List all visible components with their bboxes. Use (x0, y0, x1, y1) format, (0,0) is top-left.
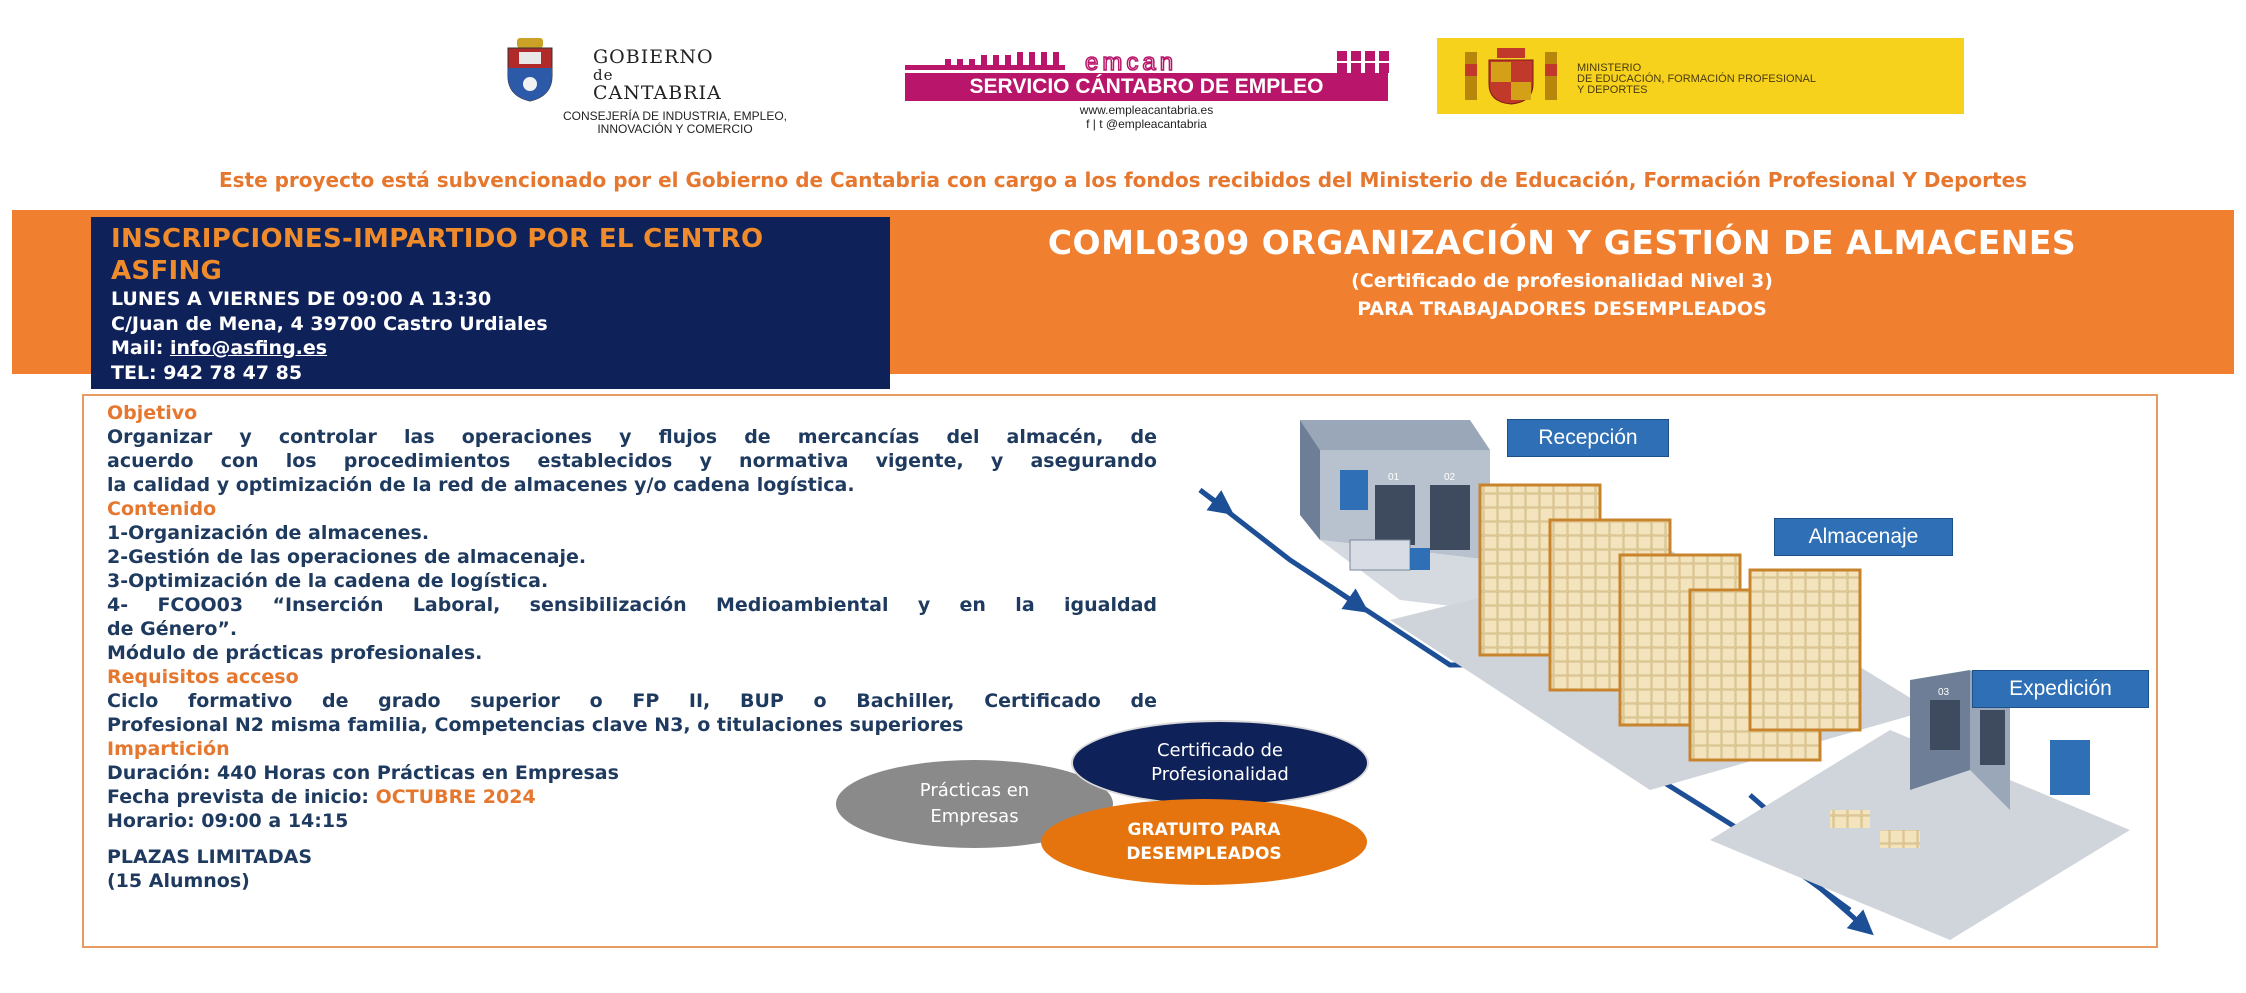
coat-of-arms-icon (505, 38, 555, 102)
gobierno-line-3: CANTABRIA (593, 82, 722, 104)
course-title: COML0309 ORGANIZACIÓN Y GESTIÓN DE ALMACENES (1047, 223, 2077, 262)
objetivo-line-3: la calidad y optimización de la red de almacenes y/o cadena logística. (107, 474, 855, 496)
contenido-item-4-line-1: 4- FCOO03 “Inserción Laboral, sensibilización Medioambiental y en la igualdad (107, 594, 1157, 616)
contenido-item-1: 1-Organización de almacenes. (107, 522, 430, 544)
label-almacenaje: Almacenaje (1774, 518, 1953, 556)
ministerio-line-3: Y DEPORTES (1577, 84, 1648, 96)
consejeria-line-2: INNOVACIÓN Y COMERCIO (597, 122, 753, 136)
spain-crest-icon (1461, 46, 1561, 106)
imparticion-heading: Impartición (107, 738, 230, 760)
gobierno-line-1: GOBIERNO (593, 46, 714, 68)
ministerio-line-1: MINISTERIO (1577, 62, 1642, 74)
fecha-label: Fecha prevista de inicio: (107, 786, 376, 808)
bubble-gratuito (1041, 799, 1367, 885)
inscripciones-box (91, 217, 890, 389)
objetivo-line-2: acuerdo con los procedimientos establecidos y normativa vigente, y asegurando (107, 450, 1157, 472)
bubble-certificado-line-1: Certificado de (1156, 740, 1284, 761)
requisitos-heading: Requisitos acceso (107, 666, 299, 688)
duracion: Duración: 440 Horas con Prácticas en Empresas (107, 762, 619, 784)
logo-emcan (905, 45, 1390, 145)
dock-label-01: 01 (1388, 472, 1400, 483)
consejeria-line-1: CONSEJERÍA DE INDUSTRIA, EMPLEO, (562, 109, 788, 123)
label-recepcion: Recepción (1507, 419, 1669, 457)
dock-label-02: 02 (1444, 472, 1456, 483)
inscripciones-direccion: C/Juan de Mena, 4 39700 Castro Urdiales (111, 312, 548, 335)
bubble-practicas-line-1: Prácticas en (919, 780, 1030, 801)
requisitos-line-1: Ciclo formativo de grado superior o FP II, BUP o Bachiller, Certificado de (107, 690, 1157, 712)
horario: Horario: 09:00 a 14:15 (107, 810, 349, 832)
bubble-certificado-line-2: Profesionalidad (1151, 764, 1289, 785)
contenido-item-4-line-2: de Género”. (107, 618, 238, 640)
requisitos-line-2: Profesional N2 misma familia, Competencias clave N3, o titulaciones superiores (107, 714, 964, 736)
emcan-wordmark-icon (905, 51, 1390, 73)
plazas-limitadas: PLAZAS LIMITADAS (107, 846, 313, 868)
course-target: PARA TRABAJADORES DESEMPLEADOS (1357, 298, 1767, 320)
bubble-gratuito-line-1: GRATUITO PARA (1127, 820, 1281, 840)
gobierno-line-2: de (593, 66, 614, 84)
contenido-item-3: 3-Optimización de la cadena de logística. (107, 570, 549, 592)
ministerio-line-2: DE EDUCACIÓN, FORMACIÓN PROFESIONAL (1577, 73, 1816, 85)
contenido-modulo: Módulo de prácticas profesionales. (107, 642, 483, 664)
logo-ministerio (1437, 38, 1964, 114)
logo-gobierno-cantabria (505, 35, 835, 135)
inscripciones-tel: TEL: 942 78 47 85 (111, 361, 303, 384)
inscripciones-mail (111, 336, 870, 361)
bubble-certificado (1071, 720, 1369, 806)
contenido-item-2: 2-Gestión de las operaciones de almacenaje. (107, 546, 587, 568)
objetivo-line-1: Organizar y controlar las operaciones y flujos de mercancías del almacén, de (107, 426, 1157, 448)
contenido-heading: Contenido (107, 498, 217, 520)
inscripciones-title: INSCRIPCIONES-IMPARTIDO POR EL CENTRO ASFING (111, 224, 764, 286)
plazas-alumnos: (15 Alumnos) (107, 870, 250, 892)
bubble-gratuito-line-2: DESEMPLEADOS (1126, 844, 1282, 864)
course-certificado: (Certificado de profesionalidad Nivel 3) (1351, 270, 1773, 292)
fecha-value: OCTUBRE 2024 (375, 786, 536, 808)
emcan-band: SERVICIO CÁNTABRO DE EMPLEO (905, 73, 1388, 101)
objetivo-heading: Objetivo (107, 402, 198, 424)
emcan-social: f | t @empleacantabria (1086, 117, 1207, 131)
svg-text:emcan: emcan (1085, 51, 1178, 73)
bubble-practicas-line-2: Empresas (930, 806, 1019, 827)
mail-label: Mail: (111, 337, 170, 359)
emcan-web: www.empleacantabria.es (1079, 103, 1214, 117)
inscripciones-horario: LUNES A VIERNES DE 09:00 A 13:30 (111, 288, 492, 310)
subvencion-text: Este proyecto está subvencionado por el Gobierno de Cantabria con cargo a los fondos recibidos del Ministerio de Educación, Formación Profesional Y Deportes (218, 168, 2028, 192)
dock-label-03: 03 (1938, 687, 1950, 698)
label-expedicion: Expedición (1972, 670, 2149, 708)
mail-link[interactable]: info@asfing.es (169, 337, 328, 359)
